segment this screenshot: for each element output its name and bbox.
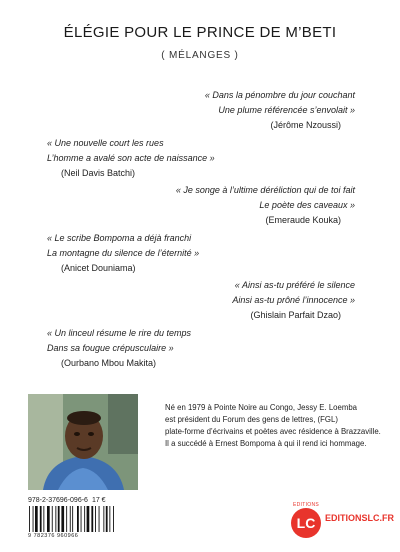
quote-line: « Dans la pénombre du jour couchant [204, 90, 355, 100]
publisher-website[interactable]: EDITIONSLC.FR [325, 513, 394, 523]
quote-author: (Emeraude Kouka) [265, 215, 341, 225]
quote-line: Dans sa fougue crépusculaire » [47, 343, 174, 353]
quote-author: (Ourbano Mbou Makita) [61, 358, 157, 368]
bio-line: Il a succédé à Ernest Bompoma à qui il rend ici hommage. [165, 439, 367, 448]
quote-3 [176, 183, 355, 228]
bio-line: Né en 1979 à Pointe Noire au Congo, Jessy E. Loemba [165, 403, 358, 412]
bio-line: est président du Forum des gens de lettres, (FGL) [165, 415, 338, 424]
quote-4 [47, 231, 199, 276]
quote-2 [47, 136, 215, 181]
quote-line: « Un linceul résume le rire du temps [47, 328, 192, 338]
quote-line: « Ainsi as-tu préféré le silence [234, 280, 355, 290]
barcode-icon [28, 506, 146, 532]
barcode-digits: 9 782376 960966 [28, 533, 79, 539]
publisher-logo-caption: EDITIONS [293, 502, 320, 508]
quote-line: « Une nouvelle court les rues [47, 138, 164, 148]
isbn-number: 978-2-37696-096-6 [28, 497, 88, 504]
quote-author: (Neil Davis Batchi) [61, 168, 136, 178]
quote-author: (Anicet Douniama) [61, 263, 136, 273]
quote-line: « Le scribe Bompoma a déjà franchi [47, 233, 192, 243]
book-title: ÉLÉGIE POUR LE PRINCE DE M’BETI [63, 24, 337, 41]
author-portrait-illustration [28, 394, 138, 490]
author-bio [165, 402, 381, 450]
quote-1 [205, 88, 355, 133]
quote-author: (Jérôme Nzoussi) [270, 120, 341, 130]
publisher-logo-icon [286, 504, 326, 540]
barcode-block [28, 497, 146, 539]
publisher-logo-text: LC [296, 515, 316, 531]
quote-line: Une plume référencée s’envolait » [218, 105, 355, 115]
book-subtitle: ( MÉLANGES ) [161, 50, 239, 61]
author-photo [28, 394, 138, 490]
isbn-line [28, 497, 146, 504]
price: 17 € [91, 497, 106, 504]
quote-5 [232, 278, 355, 323]
quote-line: L’homme a avalé son acte de naissance » [47, 153, 215, 163]
quote-line: Ainsi as-tu prôné l’innocence » [232, 295, 355, 305]
quote-line: La montagne du silence de l’éternité » [47, 248, 200, 258]
quote-line: « Je songe à l’ultime déréliction qui de toi fait [175, 185, 355, 195]
quote-author: (Ghislain Parfait Dzao) [250, 310, 341, 320]
quote-line: Le poète des caveaux » [259, 200, 355, 210]
quote-6 [47, 326, 191, 371]
bio-line: plate-forme d’écrivains et poètes avec résidence à Brazzaville. [165, 427, 381, 436]
